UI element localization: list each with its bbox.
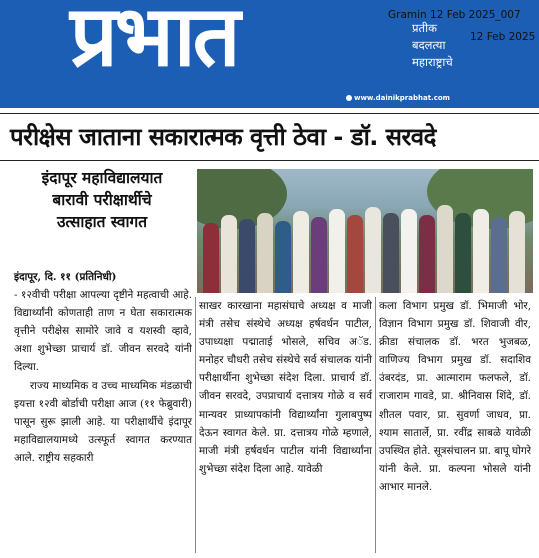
edition-stamp: Gramin 12 Feb 2025_007: [388, 9, 521, 21]
photo-person: [401, 209, 417, 293]
column-1-paragraph-2: राज्य माध्यमिक व उच्च माध्यमिक मंडळाची इयत्ता १२वी बोर्डाची परीक्षा आज (११ फेब्रुवारी) पासून सुरू झाली आहे. या परीक्षार्थीचे इंदापूर महाविद्यालयामध्ये उत्स्फूर्त स्वागत करण्यात आले. राष्ट्रीय सहकारी: [14, 379, 192, 464]
article-subhead: [14, 167, 190, 233]
photo-person: [311, 217, 327, 293]
tagline-line-2: बदलत्या: [412, 38, 446, 52]
masthead-tagline: [412, 20, 484, 71]
masthead: [0, 0, 539, 108]
newspaper-logo: प्रभात: [70, 0, 238, 85]
photo-person: [365, 207, 381, 293]
tagline-line-1: प्रतीक: [412, 21, 437, 35]
website-text: www.dainikprabhat.com: [354, 94, 450, 102]
photo-person: [509, 211, 525, 293]
website-link[interactable]: [346, 94, 450, 102]
column-2-paragraph: साखर कारखाना महासंघाचे अध्यक्ष व माजी मंत्री तसेच संस्थेचे अध्यक्ष हर्षवर्धन पाटील, उपाध्यक्षा पद्माताई भोसले, सचिव अॅड. मनोहर चौधरी तसेच संस्थेचे सर्व संचालक यांनी परीक्षार्थीना शुभेच्छा संदेश दिला. प्राचार्य डॉ. जीवन सरवदे, उपप्राचार्य दत्तात्रय गोळे व सर्व मान्यवर प्राध्यापकांनी विद्यार्थ्यांना गुलाबपुष्प देऊन स्वागत केले. प्रा. दत्तात्रय गोळे म्हणाले, माजी मंत्री हर्षवर्धन पाटील यांनी विद्यार्थ्यांना शुभेच्छा संदेश दिला आहे. यावेळी: [199, 300, 372, 475]
column-divider: [375, 297, 376, 553]
article-headline: परीक्षेस जाताना सकारात्मक वृत्ती ठेवा - डॉ. सरवदे: [10, 123, 436, 151]
photo-person: [383, 213, 399, 293]
article-column-1: [14, 268, 192, 467]
article-photo: [197, 169, 533, 293]
photo-person: [491, 217, 507, 293]
column-1-paragraph-1: - १२वीची परीक्षा आपल्या दृष्टीने महत्वाची आहे. विद्यार्थ्यांनी कोणताही ताण न घेता सकारात्मक वृत्तीने परीक्षेस सामोरे जावे व यशस्वी व्हावे, अशा शुभेच्छा प्राचार्य डॉ. जीवन सरवदे यांनी दिल्या.: [14, 289, 192, 374]
photo-person: [257, 213, 273, 293]
headline-divider: [0, 160, 539, 161]
article-column-2: [199, 297, 372, 478]
photo-person: [455, 213, 471, 293]
article-dateline: इंदापूर, दि. ११ (प्रतिनिधी): [14, 271, 117, 283]
globe-icon: [346, 95, 352, 101]
tagline-line-3: महाराष्ट्राचे: [412, 55, 453, 69]
photo-person: [239, 219, 255, 293]
photo-person: [275, 221, 291, 293]
photo-person: [329, 209, 345, 293]
article-column-3: [379, 297, 531, 496]
date-stamp: 12 Feb 2025: [470, 31, 536, 43]
photo-person: [203, 223, 219, 293]
subhead-line-3: उत्साहात स्वागत: [56, 213, 148, 231]
subhead-line-1: इंदापूर महाविद्यालयात: [41, 169, 163, 187]
column-3-paragraph: कला विभाग प्रमुख डॉ. भिमाजी भोर, विज्ञान विभाग प्रमुख डॉ. शिवाजी वीर, क्रीडा संचालक डॉ. भरत भुजबळ, वाणिज्य विभाग प्रमुख डॉ. सदाशिव उंबरदंड, प्रा. आत्माराम फलफले, डॉ. राजाराम गावडे, प्रा. श्रीनिवास शिंदे, डॉ. शीतल पवार, प्रा. सुवर्णा जाधव, प्रा. श्याम सातार्ले, प्रा. रवींद्र साबळे यावेळी उपस्थित होते. सूत्रसंचालन प्रा. बापू घोगरे यांनी केले. प्रा. कल्पना भोसले यांनी आभार मानले.: [379, 300, 531, 493]
photo-person: [419, 215, 435, 293]
photo-person: [473, 209, 489, 293]
column-divider: [195, 297, 196, 553]
photo-person: [347, 215, 363, 293]
subhead-line-2: बारावी परीक्षार्थीचे: [52, 191, 152, 209]
top-divider: [0, 113, 539, 114]
photo-person: [437, 205, 453, 293]
photo-person: [221, 215, 237, 293]
photo-person: [293, 211, 309, 293]
